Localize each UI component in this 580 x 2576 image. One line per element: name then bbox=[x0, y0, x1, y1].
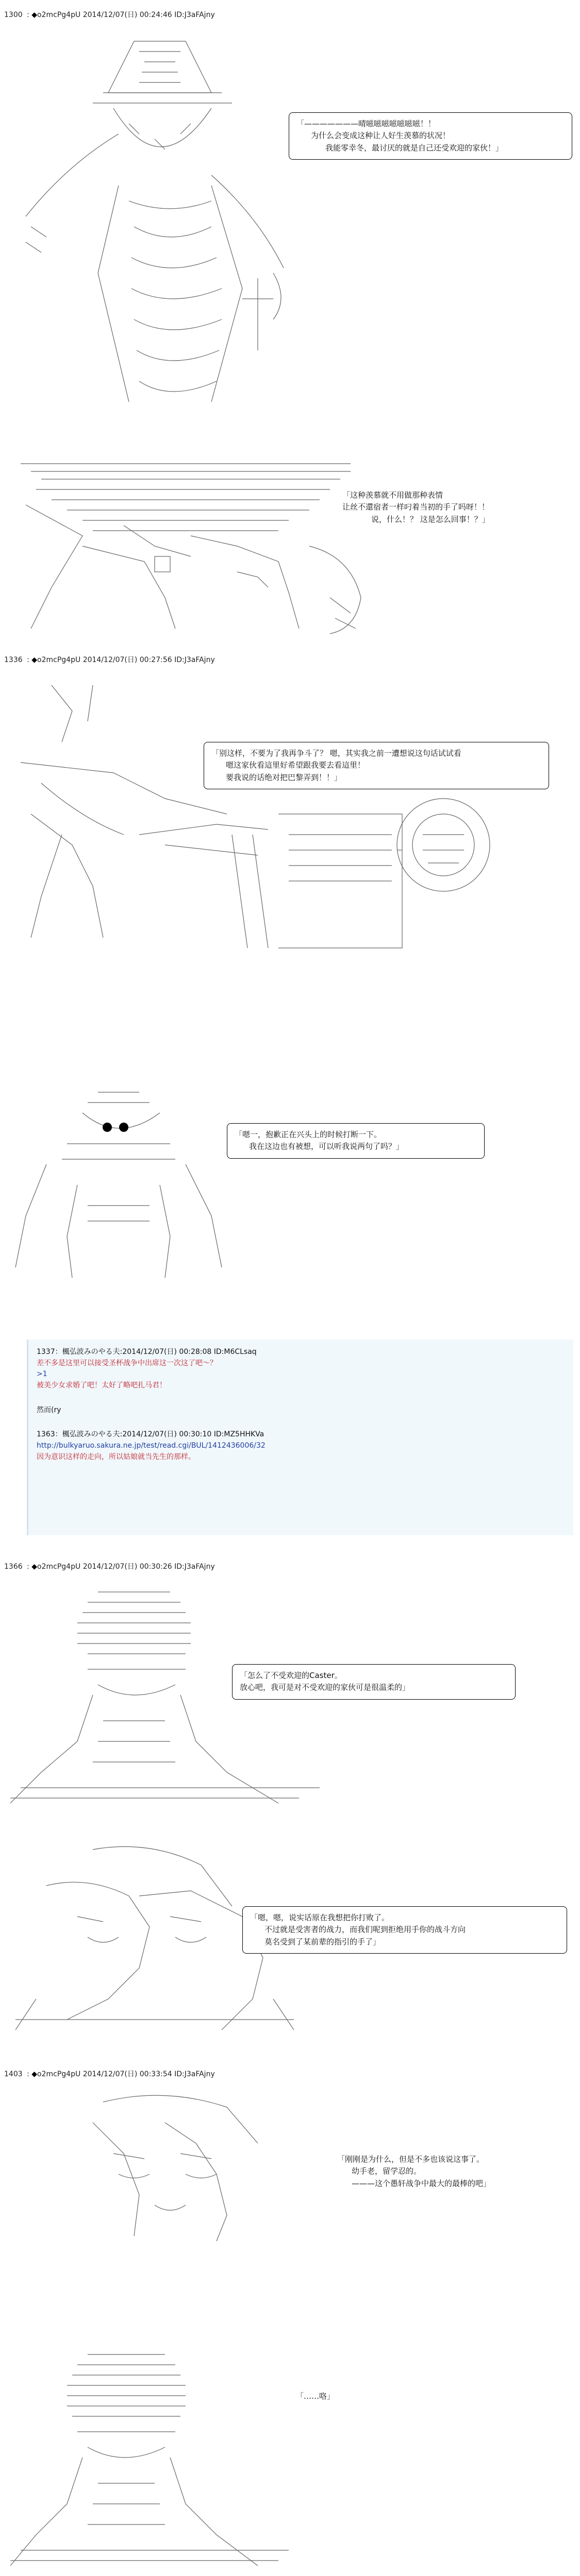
response-anchor-link[interactable]: >1 bbox=[37, 1370, 47, 1379]
ascii-art-drawing bbox=[15, 31, 304, 417]
response-quote-block bbox=[27, 1340, 573, 1535]
post-number: 1336 bbox=[4, 656, 23, 664]
post-id[interactable]: ID:J3aFAjny bbox=[174, 2070, 215, 2078]
ascii-art-drawing bbox=[5, 1082, 263, 1288]
bubble-line: 「———————晴嗞嗞嗞嗞嗞嗞嗞！！ bbox=[296, 119, 436, 128]
trip-marker-icon: ◆ bbox=[31, 11, 38, 19]
post-trip[interactable]: o2mcPg4pU bbox=[37, 656, 81, 664]
bubble-line: 为什么会变成这种让人好生羡慕的状况！ bbox=[311, 131, 451, 141]
speech-bubble bbox=[289, 112, 572, 160]
bubble-line: 「嗯一，抱歉正在兴头上的时候打断一下。 bbox=[235, 1130, 382, 1139]
response-header: 1337：楓弘波みのやる夫:2014/12/07(日) 00:28:08 ID:M6CLsaq bbox=[37, 1348, 257, 1356]
ascii-art-drawing bbox=[10, 680, 526, 958]
bubble-line: 我能零幸冬，最讨厌的就是自己还受欢迎的家伙！」 bbox=[325, 143, 504, 152]
trip-marker-icon: ◆ bbox=[31, 1563, 38, 1571]
bubble-line: 要我说的话绝对把巴黎弄到！！」 bbox=[226, 772, 342, 782]
bubble-line: 我在这边也有被想，可以听我说两句了吗？」 bbox=[249, 1142, 404, 1151]
post-sep: : bbox=[27, 11, 29, 19]
bubble-line: 「刚刚是为什么，但是不多也该说这事了。 bbox=[337, 2155, 485, 2164]
post-datetime: 2014/12/07(日) 00:33:54 bbox=[82, 2070, 172, 2078]
bubble-line: 嗯这家伙看這里好希望跟我要去看這里！ bbox=[226, 760, 366, 770]
ascii-art-face-closeup bbox=[62, 2092, 299, 2246]
bubble-line: 「怎么了不受欢迎的Caster。 bbox=[240, 1671, 342, 1680]
post-id[interactable]: ID:J3aFAjny bbox=[174, 656, 215, 664]
post-datetime: 2014/12/07(日) 00:24:46 bbox=[82, 11, 172, 19]
ascii-art-drawing bbox=[62, 2092, 299, 2246]
post-header bbox=[4, 654, 215, 665]
ascii-art-drawing bbox=[10, 2349, 299, 2576]
ascii-art-drawing bbox=[10, 1587, 330, 1814]
bubble-line: 让丝不還宿者一样叼着当初的手了吗呀！！ bbox=[342, 502, 490, 512]
post-datetime: 2014/12/07(日) 00:30:26 bbox=[82, 1563, 172, 1571]
post-header bbox=[4, 1561, 215, 1571]
speech-bubble bbox=[335, 484, 576, 531]
response-text: 被美少女求婚了吧！太好了略吧扎马君！ bbox=[37, 1381, 167, 1390]
bubble-line: 「这种羡慕就不用做那种表情 bbox=[342, 490, 443, 500]
speech-bubble bbox=[227, 1123, 485, 1159]
speech-bubble bbox=[232, 1664, 516, 1700]
post-datetime: 2014/12/07(日) 00:27:56 bbox=[82, 656, 172, 664]
response-text: 因为意识这样的走向，所以姑娘就当先生的那样。 bbox=[37, 1452, 195, 1461]
ascii-art-figure-hat bbox=[15, 31, 304, 417]
ascii-art-round-eyes-figure bbox=[5, 1082, 263, 1288]
post-trip[interactable]: o2mcPg4pU bbox=[37, 1563, 81, 1571]
ascii-art-two-figures bbox=[21, 443, 382, 639]
post-number: 1366 bbox=[4, 1563, 23, 1571]
post-id[interactable]: ID:J3aFAjny bbox=[174, 1563, 215, 1571]
post-sep: : bbox=[27, 1563, 29, 1571]
ascii-art-drawing bbox=[21, 443, 382, 639]
response-header: 1363：楓弘波みのやる夫:2014/12/07(日) 00:30:10 ID:MZ5HHKVa bbox=[37, 1430, 264, 1439]
bubble-line: 「嗯，嗯，说实话原在我想把你打败了。 bbox=[250, 1913, 390, 1922]
post-number: 1300 bbox=[4, 11, 23, 19]
speech-bubble bbox=[330, 2148, 571, 2195]
trip-marker-icon: ◆ bbox=[31, 2070, 38, 2078]
response-text: 差不多是这里可以接受圣杯战争中出席这一次这了吧～？ bbox=[37, 1359, 217, 1367]
speech-bubble bbox=[289, 2385, 406, 2408]
post-trip[interactable]: o2mcPg4pU bbox=[37, 2070, 81, 2078]
post-id[interactable]: ID:J3aFAjny bbox=[174, 11, 215, 19]
response-url-link[interactable]: http://bulkyaruo.sakura.ne.jp/test/read.cgi/BUL/1412436006/32 bbox=[37, 1442, 266, 1450]
post-header bbox=[4, 9, 215, 20]
ascii-art-hooded-figure bbox=[10, 2349, 299, 2576]
bubble-line: 放心吧，我可是对不受欢迎的家伙可是很温柔的」 bbox=[240, 1683, 410, 1692]
bubble-line: 「……咯」 bbox=[296, 2392, 335, 2401]
post-trip[interactable]: o2mcPg4pU bbox=[37, 11, 81, 19]
bubble-line: 「别这样，不要为了我再争斗了？ 嗯，其实我之前一遭想说这句话试试看 bbox=[211, 749, 461, 758]
post-number: 1403 bbox=[4, 2070, 23, 2078]
trip-marker-icon: ◆ bbox=[31, 656, 38, 664]
bubble-line: 幼手老，留学忍的。 bbox=[352, 2166, 422, 2176]
bubble-line: 说，什么！？ 这是怎么回事！？」 bbox=[371, 514, 490, 524]
speech-bubble bbox=[204, 742, 549, 789]
response-gap bbox=[37, 1416, 565, 1429]
bubble-line: 莫名受到了某前辈的指引的手了」 bbox=[264, 1937, 381, 1946]
ascii-art-pose-scene bbox=[10, 680, 526, 958]
post-header bbox=[4, 2069, 215, 2079]
bubble-line: ———这个愚轩战争中最大的最棒的吧」 bbox=[352, 2178, 491, 2188]
post-sep: : bbox=[27, 2070, 29, 2078]
ascii-art-hooded-figure bbox=[10, 1587, 330, 1814]
response-header: 然而(ry bbox=[37, 1405, 61, 1414]
speech-bubble bbox=[242, 1906, 567, 1954]
post-sep: : bbox=[27, 656, 29, 664]
response-gap bbox=[37, 1392, 565, 1405]
bubble-line: 不过就是受害者的战力，而我们呢到拒绝用手你的战斗方向 bbox=[264, 1925, 466, 1935]
